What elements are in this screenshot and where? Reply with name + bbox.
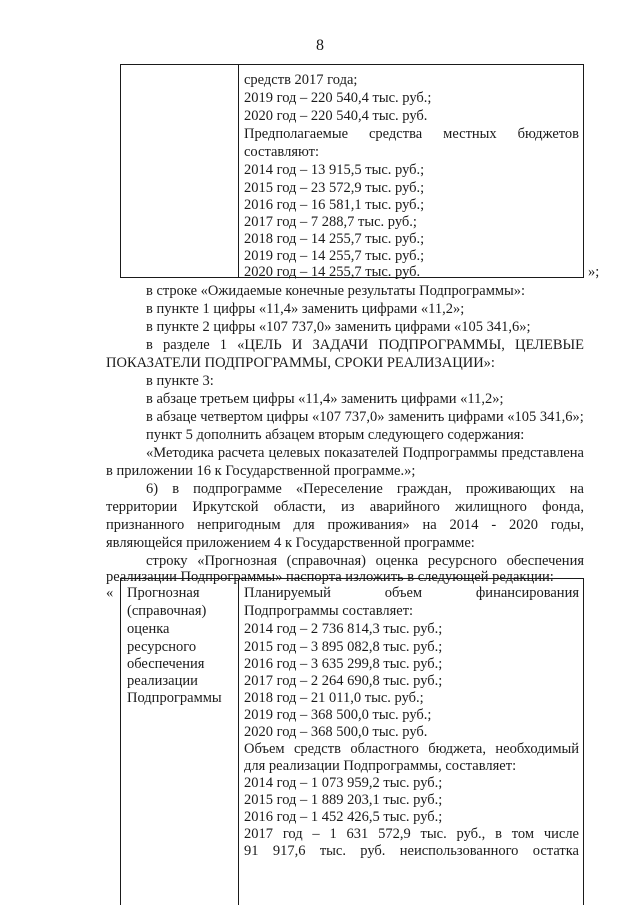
paragraph-line: строку «Прогнозная (справочная) оценка ресурсного обеспечения	[146, 553, 584, 569]
table2-left-line: обеспечения	[127, 656, 205, 672]
paragraph-line: в абзаце четвертом цифры «107 737,0» заменить цифрами «105 341,6»;	[146, 409, 584, 425]
table2-left-line: оценка	[127, 621, 170, 637]
paragraph-line: являющейся приложением 4 к Государственной программе:	[106, 535, 475, 551]
table2-column-divider	[238, 578, 239, 905]
table2-right-line: 2016 год – 1 452 426,5 тыс. руб.;	[244, 809, 443, 825]
table1-line: 2020 год – 220 540,4 тыс. руб.	[244, 108, 428, 124]
paragraph-line: ПОКАЗАТЕЛИ ПОДПРОГРАММЫ, СРОКИ РЕАЛИЗАЦИИ»:	[106, 355, 495, 371]
table1-line: Предполагаемые средства местных бюджетов	[244, 126, 579, 142]
paragraph-line: в строке «Ожидаемые конечные результаты Подпрограммы»:	[146, 283, 526, 299]
paragraph-line: «Методика расчета целевых показателей Подпрограммы представлена	[146, 445, 584, 461]
opening-quote-mark: «	[106, 585, 114, 601]
page-number: 8	[316, 37, 324, 54]
paragraph-line: реализации Подпрограммы» паспорта изложить в следующей редакции:	[106, 569, 554, 585]
paragraph-line: в разделе 1 «ЦЕЛЬ И ЗАДАЧИ ПОДПРОГРАММЫ, ЦЕЛЕВЫЕ	[146, 337, 584, 353]
table1-line: 2018 год – 14 255,7 тыс. руб.;	[244, 231, 425, 247]
table1-line: 2016 год – 16 581,1 тыс. руб.;	[244, 197, 425, 213]
table1-line: средств 2017 года;	[244, 72, 358, 88]
paragraph-line: территории Иркутской области, из аварийного жилищного фонда,	[106, 499, 584, 515]
table2-left-line: ресурсного	[127, 639, 197, 655]
table1-line: 2019 год – 220 540,4 тыс. руб.;	[244, 90, 432, 106]
table1-line: 2019 год – 14 255,7 тыс. руб.;	[244, 248, 425, 264]
table2-right-line: 2017 год – 1 631 572,9 тыс. руб., в том числе	[244, 826, 579, 842]
table2-right-line: 2017 год – 2 264 690,8 тыс. руб.;	[244, 673, 443, 689]
table2-left-line: (справочная)	[127, 603, 207, 619]
table2-left-line: Прогнозная	[127, 585, 200, 601]
paragraph-line: в пункте 3:	[146, 373, 214, 389]
table2-right-line: 2015 год – 1 889 203,1 тыс. руб.;	[244, 792, 443, 808]
table2-right-line: 2014 год – 1 073 959,2 тыс. руб.;	[244, 775, 443, 791]
table2-right-line: 2019 год – 368 500,0 тыс. руб.;	[244, 707, 432, 723]
table2-right-line: для реализации Подпрограммы, составляет:	[244, 758, 517, 774]
paragraph-line: признанного непригодным для проживания» на 2014 - 2020 годы,	[106, 517, 584, 533]
table2-right-line: Объем средств областного бюджета, необходимый	[244, 741, 579, 757]
paragraph-line: пункт 5 дополнить абзацем вторым следующего содержания:	[146, 427, 525, 443]
paragraph-line: в пункте 1 цифры «11,4» заменить цифрами «11,2»;	[146, 301, 465, 317]
table2-right-line: Планируемый объем финансирования	[244, 585, 579, 601]
table1-line: 2015 год – 23 572,9 тыс. руб.;	[244, 180, 425, 196]
table2-right-line: 2018 год – 21 011,0 тыс. руб.;	[244, 690, 424, 706]
closing-quote-mark: »;	[588, 264, 600, 280]
table2-right-line: 91 917,6 тыс. руб. неиспользованного остатка	[244, 843, 579, 859]
table1-line: 2017 год – 7 288,7 тыс. руб.;	[244, 214, 417, 230]
table2-right-line: 2014 год – 2 736 814,3 тыс. руб.;	[244, 621, 443, 637]
table2-right-line: Подпрограммы составляет:	[244, 603, 414, 619]
table2-right-line: 2016 год – 3 635 299,8 тыс. руб.;	[244, 656, 443, 672]
paragraph-line: в приложении 16 к Государственной программе.»;	[106, 463, 416, 479]
table2-right-line: 2020 год – 368 500,0 тыс. руб.	[244, 724, 428, 740]
paragraph-line: 6) в подпрограмме «Переселение граждан, проживающих на	[146, 481, 584, 497]
table1-line: 2014 год – 13 915,5 тыс. руб.;	[244, 162, 425, 178]
table2-right-line: 2015 год – 3 895 082,8 тыс. руб.;	[244, 639, 443, 655]
table2-left-line: Подпрограммы	[127, 690, 222, 706]
paragraph-line: в пункте 2 цифры «107 737,0» заменить цифрами «105 341,6»;	[146, 319, 531, 335]
table1-column-divider	[238, 64, 239, 278]
table1-line: составляют:	[244, 144, 319, 160]
table2-left-line: реализации	[127, 673, 198, 689]
table1-line: 2020 год – 14 255,7 тыс. руб.	[244, 264, 421, 280]
paragraph-line: в абзаце третьем цифры «11,4» заменить цифрами «11,2»;	[146, 391, 504, 407]
